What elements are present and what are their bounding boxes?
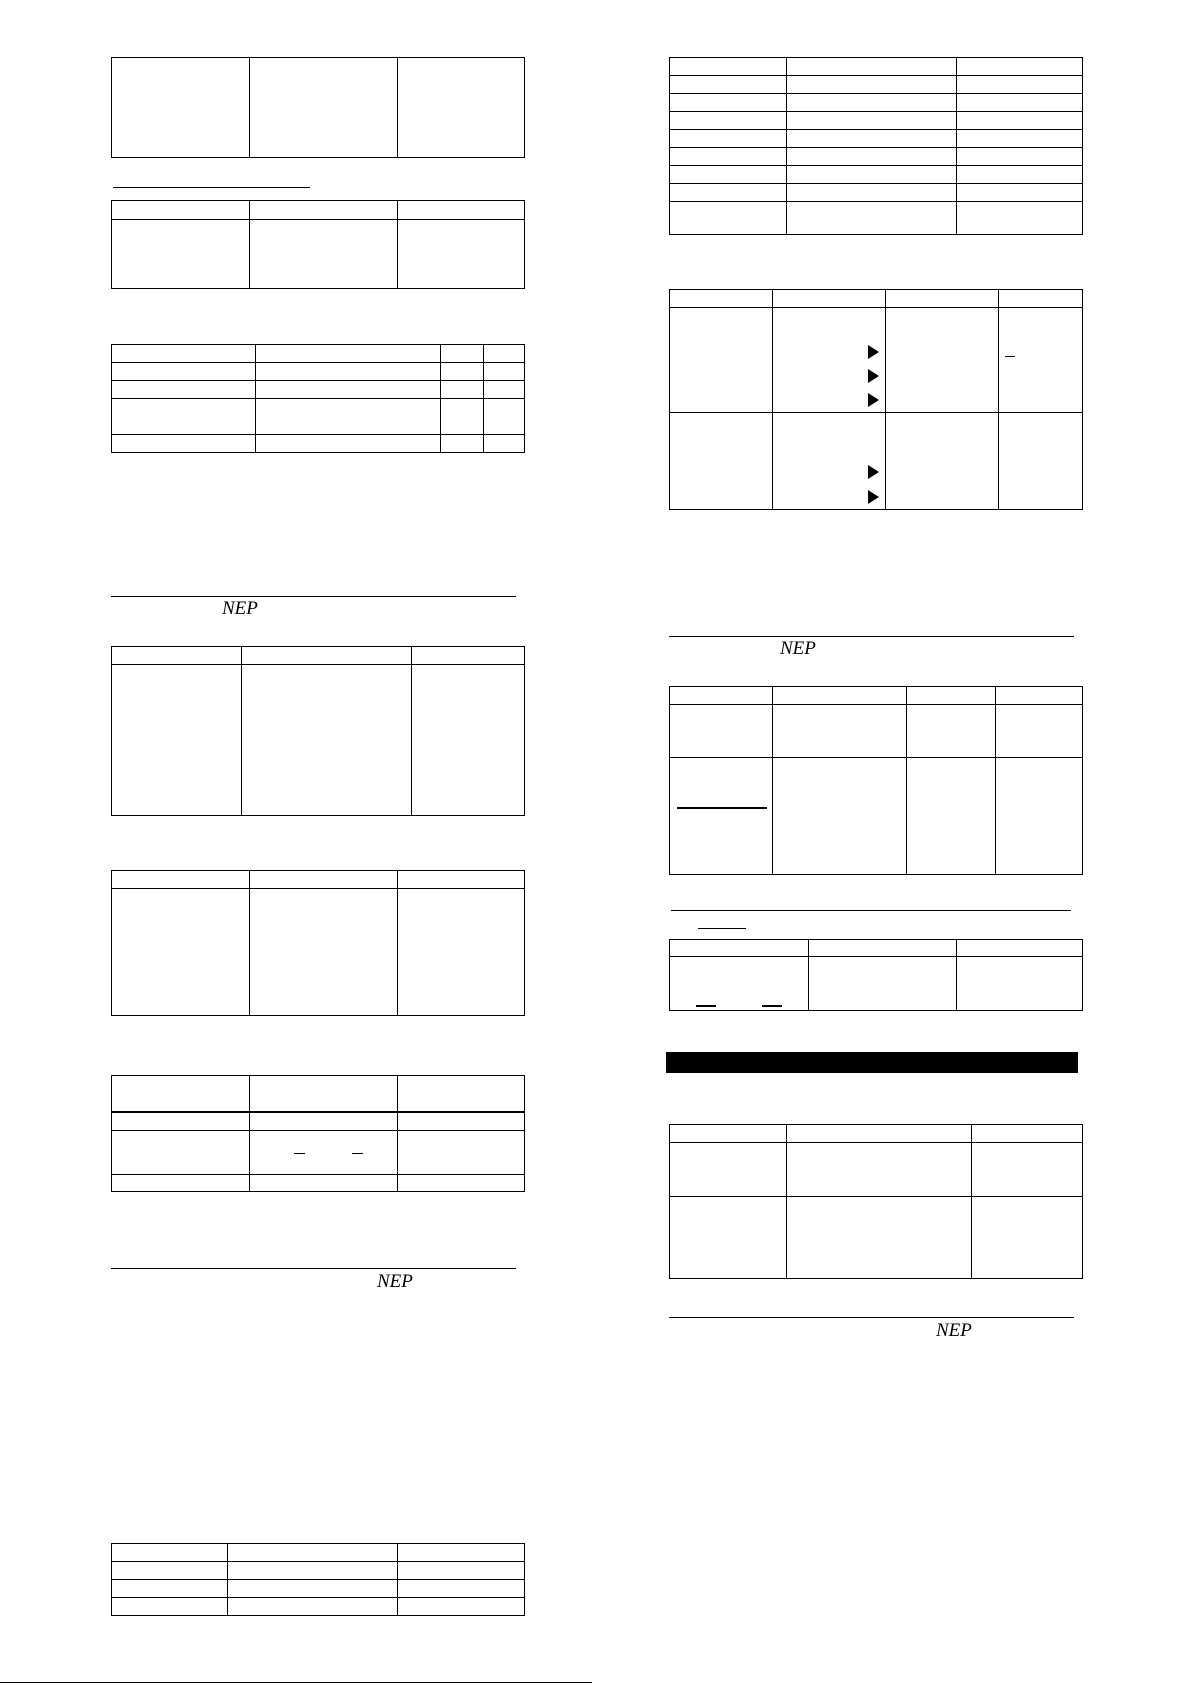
table-left-6 [111, 1075, 525, 1192]
arrow-right-icon [868, 369, 879, 383]
arrow-right-icon [868, 393, 879, 407]
table-right-5 [669, 1124, 1083, 1279]
underline-divider [113, 187, 310, 188]
arrow-right-icon [868, 490, 879, 504]
table-left-2 [111, 200, 525, 289]
section-rule-1 [111, 596, 516, 597]
section-rule-3 [669, 636, 1074, 637]
nep-label-3: NEP [780, 638, 816, 659]
short-underline [698, 928, 746, 929]
table-left-7 [111, 1543, 525, 1616]
table-right-3 [669, 686, 1083, 875]
section-rule-4 [671, 910, 1071, 911]
nep-label-2: NEP [377, 1271, 413, 1292]
table-right-2 [669, 289, 1083, 510]
nep-label-4: NEP [936, 1320, 972, 1341]
table-left-5 [111, 870, 525, 1016]
section-rule-2 [111, 1268, 516, 1269]
table-right-4 [669, 939, 1083, 1011]
table-left-3 [111, 344, 525, 453]
nep-label-1: NEP [222, 598, 258, 619]
table-left-4 [111, 646, 525, 816]
arrow-right-icon [868, 465, 879, 479]
arrow-right-icon [868, 345, 879, 359]
section-rule-5 [669, 1317, 1074, 1318]
table-right-1 [669, 57, 1083, 235]
section-heading-bar [666, 1052, 1078, 1073]
page-bottom-edge [0, 1682, 592, 1683]
table-left-1 [111, 57, 525, 158]
